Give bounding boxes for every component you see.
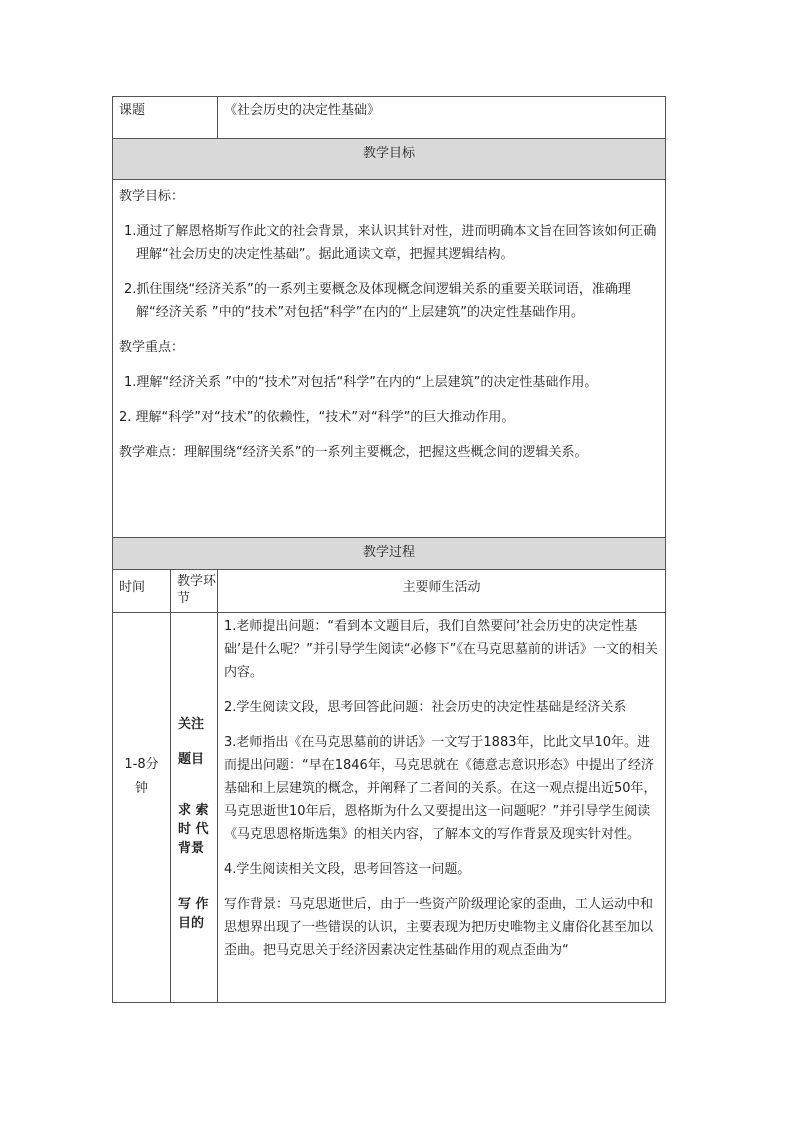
objectives-content (113, 180, 665, 537)
process-section-title: 教学过程 (362, 545, 415, 560)
process-column-header-row (113, 569, 665, 612)
activity-4: 4.学生阅读相关文段，思考回答这一问题。 (224, 862, 471, 877)
lesson-plan-table (112, 96, 666, 1003)
key-point-2: 2. 理解“科学”对“技术”的依赖性，“技术”对“科学”的巨大推动作用。 (119, 410, 515, 425)
topic-label: 课题 (119, 103, 146, 118)
stage-topic: 题目 (178, 752, 205, 767)
activity-1: 1.老师提出问题：“看到本文题目后，我们自然要问‘社会历史的决定性基础’是什么呢？”并引导学生阅读“必修下”《在马克思墓前的讲话》一文的相关内容。 (224, 619, 658, 680)
goals-label: 教学目标： (119, 189, 185, 204)
topic-value: 《社会历史的决定性基础》 (217, 97, 665, 138)
goal-item-1: 1.通过了解恩格斯写作此文的社会背景，来认识其针对性，进而明确本文旨在回答该如何正确理解“社会历史的决定性基础”。据此通读文章，把握其逻辑结构。 (124, 224, 657, 262)
process-section-header (113, 537, 665, 569)
stage-attention: 关注 (178, 717, 205, 732)
stage-purpose: 写 作目的 (178, 897, 209, 931)
stage-cell (170, 613, 217, 1002)
activity-cell (217, 613, 665, 1002)
activity-3: 3.老师指出《在马克思墓前的讲话》一文写于1883年，比此文早10年。进而提出问题：“早在1846年，马克思就在《德意志意识形态》中提出了经济基础和上层建筑的概念，并阐释了二者间的关系。在这一观点提出近50年，马克思逝世10年后，恩格斯为什么又要提出这一问题呢？”并引导学生阅读《马克思恩格斯选集》的相关内容，了解本文的写作背景及现实针对性。 (224, 735, 657, 842)
column-header-activity: 主要师生活动 (217, 570, 665, 612)
column-header-stage: 教学环节 (170, 570, 217, 612)
writing-background: 写作背景：马克思逝世后，由于一些资产阶级理论家的歪曲，工人运动中和思想界出现了一些错误的认识，主要表现为把历史唯物主义庸俗化甚至加以歪曲。把马克思关于经济因素决定性基础作用的观点歪曲为“ (224, 897, 654, 958)
key-point-1: 1.理解“经济关系 ”中的“技术”对包括“科学”在内的“上层建筑”的决定性基础作用。 (124, 375, 598, 390)
objectives-section-title: 教学目标 (362, 146, 415, 161)
column-header-time: 时间 (119, 580, 146, 595)
time-cell (113, 613, 170, 1002)
stage-background: 求 索时 代背景 (178, 803, 209, 856)
process-content-row (113, 612, 665, 1002)
topic-row (113, 97, 665, 138)
goal-item-2: 2.抓住围绕“经济关系”的一系列主要概念及体现概念间逻辑关系的重要关联词语，准确理解“经济关系 ”中的“技术”对包括“科学”在内的“上层建筑”的决定性基础作用。 (124, 282, 631, 320)
difficulty-text: 教学难点：理解围绕“经济关系”的一系列主要概念，把握这些概念间的逻辑关系。 (119, 445, 588, 460)
objectives-section-header (113, 138, 665, 179)
activity-2: 2.学生阅读文段，思考回答此问题：社会历史的决定性基础是经济关系 (224, 700, 627, 715)
time-value: 1-8分钟 (124, 757, 159, 796)
key-points-label: 教学重点： (119, 340, 185, 355)
objectives-content-row (113, 179, 665, 537)
